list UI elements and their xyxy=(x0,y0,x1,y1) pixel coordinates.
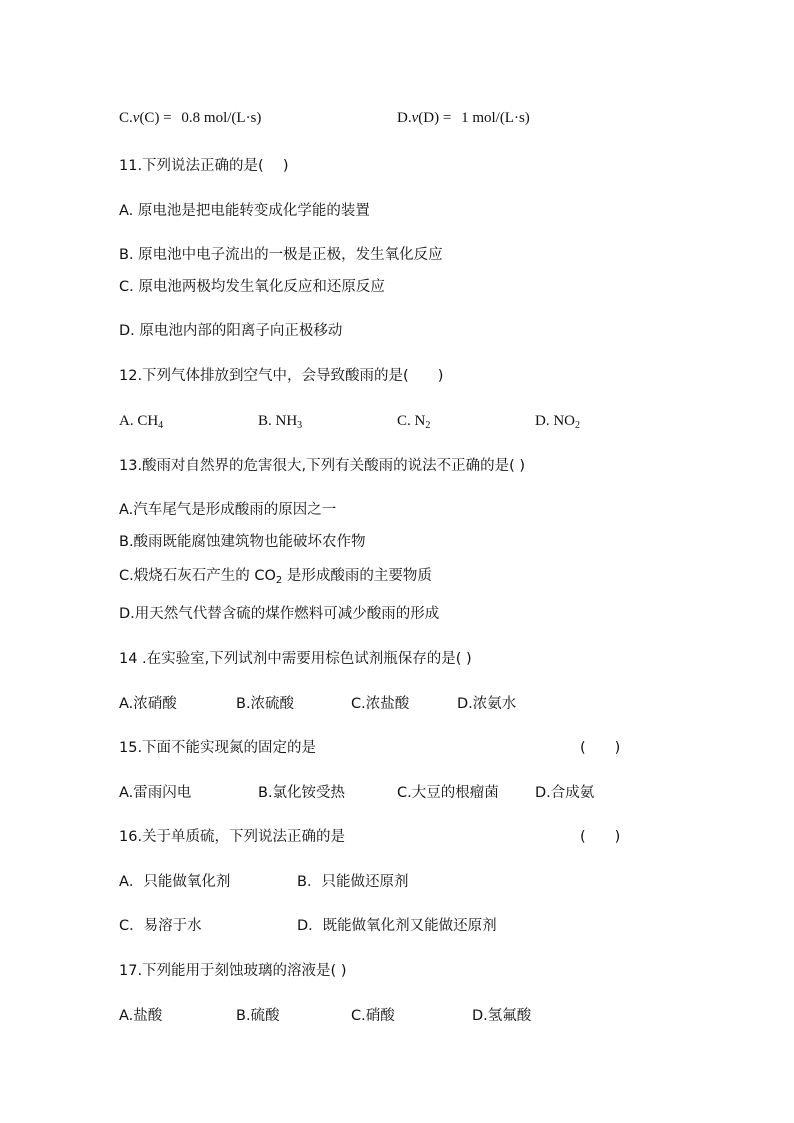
q10-c-nu: ν xyxy=(132,110,140,126)
q10-d-value: 1 mol/(L·s) xyxy=(461,110,530,126)
q10-option-d xyxy=(397,108,530,128)
q11-option-c: C. 原电池两极均发生氧化反应和还原反应 xyxy=(119,279,385,295)
q14-option-a: A.浓硝酸 xyxy=(119,696,177,712)
q12-c-sub: 2 xyxy=(425,420,431,431)
q11-option-b: B. 原电池中电子流出的一极是正极，发生氧化反应 xyxy=(119,247,443,263)
q12-stem: 12.下列气体排放到空气中，会导致酸雨的是( ) xyxy=(119,368,444,384)
q10-option-c xyxy=(119,108,261,128)
q10-c-expr: (C) = xyxy=(139,110,172,126)
q13-c-after: 是形成酸雨的主要物质 xyxy=(282,568,432,584)
q13-option-a: A.汽车尾气是形成酸雨的原因之一 xyxy=(119,502,337,518)
q15-stem: 15.下面不能实现氮的固定的是 xyxy=(119,740,317,756)
q13-stem: 13.酸雨对自然界的危害很大,下列有关酸雨的说法不正确的是( ) xyxy=(119,458,526,474)
q10-d-prefix: D. xyxy=(397,110,412,126)
q15-answer-paren: ( ) xyxy=(580,740,621,756)
q16-answer-paren: ( ) xyxy=(580,829,621,845)
q11-stem: 11.下列说法正确的是( ) xyxy=(119,158,289,174)
q12-option-a xyxy=(119,411,163,431)
q14-option-d: D.浓氨水 xyxy=(457,696,517,712)
q12-b-label: B. NH xyxy=(258,413,298,429)
q12-d-sub: 2 xyxy=(575,420,580,431)
q13-option-c xyxy=(119,566,432,586)
q13-option-d: D.用天然气代替含硫的煤作燃料可减少酸雨的形成 xyxy=(119,606,440,622)
q16-stem: 16.关于单质硫，下列说法正确的是 xyxy=(119,829,346,845)
q17-option-d: D.氢氟酸 xyxy=(472,1008,532,1024)
q11-option-a: A. 原电池是把电能转变成化学能的装置 xyxy=(119,203,370,219)
q13-c-sub: 2 xyxy=(275,575,283,586)
q14-stem: 14 .在实验室,下列试剂中需要用棕色试剂瓶保存的是( ) xyxy=(119,651,472,667)
q12-a-sub: 4 xyxy=(158,420,164,431)
q17-stem: 17.下列能用于刻蚀玻璃的溶液是( ) xyxy=(119,963,347,979)
q16-option-d: D．既能做氧化剂又能做还原剂 xyxy=(297,918,497,934)
q15-option-a: A.雷雨闪电 xyxy=(119,785,192,801)
q10-d-expr: (D) = xyxy=(418,110,452,126)
q14-option-b: B.浓硫酸 xyxy=(236,696,295,712)
q15-option-c: C.大豆的根瘤菌 xyxy=(397,785,499,801)
q10-c-prefix: C. xyxy=(119,110,133,126)
q16-option-b: B．只能做还原剂 xyxy=(297,874,409,890)
q13-option-b: B.酸雨既能腐蚀建筑物也能破坏农作物 xyxy=(119,534,366,550)
q10-c-value: 0.8 mol/(L·s) xyxy=(181,110,262,126)
q17-option-a: A.盐酸 xyxy=(119,1008,163,1024)
q17-option-c: C.硝酸 xyxy=(351,1008,395,1024)
q12-d-label: D. NO xyxy=(535,413,575,429)
q17-option-b: B.硫酸 xyxy=(236,1008,280,1024)
q12-option-d xyxy=(535,411,580,431)
q10-d-nu: ν xyxy=(411,110,419,126)
q12-a-label: A. CH xyxy=(119,413,159,429)
q12-option-b xyxy=(258,411,302,431)
q13-c-before: C.煅烧石灰石产生的 CO xyxy=(119,568,276,584)
q16-option-c: C．易溶于水 xyxy=(119,918,202,934)
q12-option-c xyxy=(397,411,430,431)
q11-option-d: D. 原电池内部的阳离子向正极移动 xyxy=(119,323,343,339)
q15-option-b: B.氯化铵受热 xyxy=(258,785,346,801)
q14-option-c: C.浓盐酸 xyxy=(351,696,410,712)
q16-option-a: A．只能做氧化剂 xyxy=(119,874,231,890)
q12-c-label: C. N xyxy=(397,413,426,429)
q12-b-sub: 3 xyxy=(297,420,303,431)
q15-option-d: D.合成氨 xyxy=(535,785,595,801)
